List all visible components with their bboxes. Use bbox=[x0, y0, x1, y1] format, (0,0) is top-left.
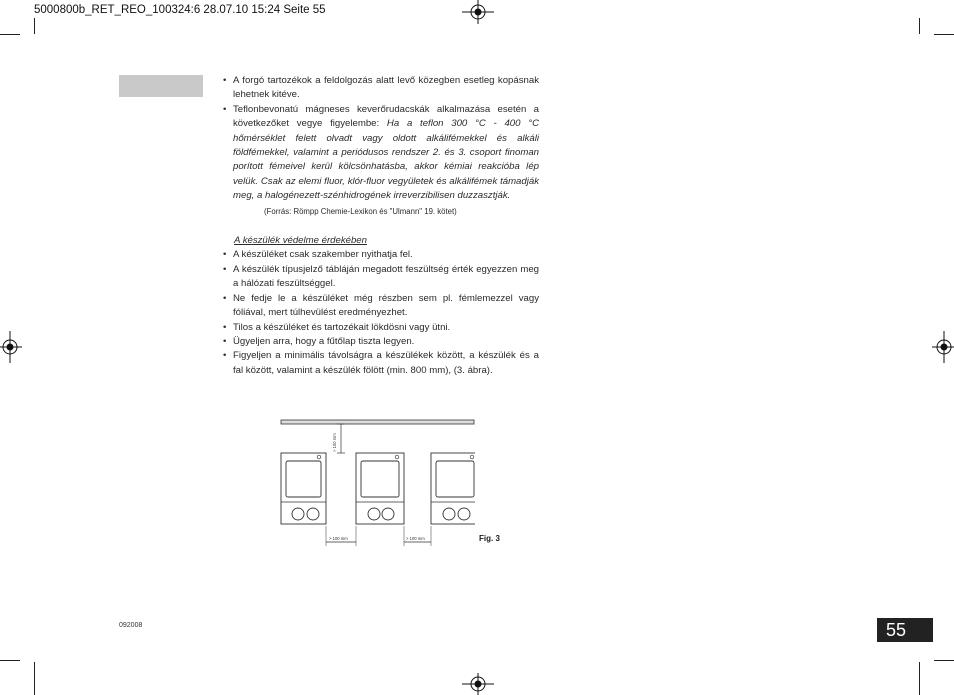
figure-spacing-diagram bbox=[275, 414, 475, 549]
source-note: (Forrás: Römpp Chemie-Lexikon és "Ulmann" 19. kötet) bbox=[264, 206, 457, 216]
device-3 bbox=[431, 453, 475, 524]
bullet-teflon-italic-text: Ha a teflon 300 °C - 400 °C hőmérséklet felett olvadt vagy oldott alkálifémekkel és alkáli földfémekkel, valamint a periódusos rendszer 2. és 3. csoport finoman porított fémeivel kerül kölcsönhatásba, akkor kémiai reakcióba lép velük. Csak az elemi fluor, klór-fluor vegyületek és alkálifémek támadják meg, a halogénezett-szénhidrogének irreverzibilisen duzzasztják. bbox=[233, 118, 539, 202]
device-1 bbox=[281, 453, 326, 524]
bullet-wear bbox=[222, 74, 539, 103]
crop-mark-top-left-v bbox=[34, 18, 35, 34]
protection-heading: A készülék védelme érdekében bbox=[234, 235, 367, 247]
crop-mark-top-left-h bbox=[0, 34, 20, 35]
device-2 bbox=[356, 453, 404, 524]
gap-dimension-label-2: > 100 mm bbox=[406, 536, 425, 541]
print-header: 5000800b_RET_REO_100324:6 28.07.10 15:24 Seite 55 bbox=[34, 4, 326, 16]
gap-dimension-label-1: > 100 mm bbox=[329, 536, 348, 541]
page-number: 55 bbox=[877, 618, 933, 642]
bullet-teflon-text: Teflonbevonatú mágneses keverőrudacskák alkalmazása esetén a következőket vegye figyelembe: bbox=[233, 103, 539, 130]
overhead-shelf bbox=[281, 420, 474, 424]
bullet-protection-5: • Ügyeljen arra, hogy a fűtőlap tiszta legyen. bbox=[222, 335, 539, 349]
top-dimension-label: > 100 mm bbox=[332, 433, 337, 452]
main-content bbox=[222, 74, 539, 378]
section-marker-bar bbox=[119, 75, 203, 97]
bullet-teflon bbox=[222, 103, 539, 204]
bullet-protection-4: • Tilos a készüléket és tartozékait lökdösni vagy ütni. bbox=[222, 321, 539, 335]
document-code: 092008 bbox=[119, 622, 143, 629]
registration-mark-top bbox=[462, 0, 494, 24]
crop-mark-bottom-right-v bbox=[919, 662, 920, 695]
crop-mark-bottom-left-v bbox=[34, 662, 35, 695]
registration-mark-bottom bbox=[462, 673, 494, 695]
bullet-protection-2: • A készülék típusjelző tábláján megadott feszültség érték egyezzen meg a hálózati feszültséggel. bbox=[222, 263, 539, 292]
crop-mark-top-right-h bbox=[934, 34, 954, 35]
bullet-wear-text: A forgó tartozékok a feldolgozás alatt levő közegben esetleg kopásnak lehetnek kitéve. bbox=[233, 75, 539, 101]
figure-label: Fig. 3 bbox=[479, 534, 500, 543]
bullet-protection-1: • A készüléket csak szakember nyithatja fel. bbox=[222, 248, 539, 262]
crop-mark-top-right-v bbox=[919, 18, 920, 34]
bullet-protection-3: • Ne fedje le a készüléket még részben sem pl. fémlemezzel vagy fóliával, mert túlhevülést eredményezhet. bbox=[222, 292, 539, 321]
registration-mark-right bbox=[932, 331, 954, 363]
crop-mark-bottom-left-h bbox=[0, 660, 20, 661]
registration-mark-left bbox=[0, 331, 22, 363]
bullet-protection-6: • Figyeljen a minimális távolságra a készülékek között, a készülék és a fal között, valamint a készülék fölött (min. 800 mm), (3. ábra). bbox=[222, 349, 539, 378]
crop-mark-bottom-right-h bbox=[934, 660, 954, 661]
